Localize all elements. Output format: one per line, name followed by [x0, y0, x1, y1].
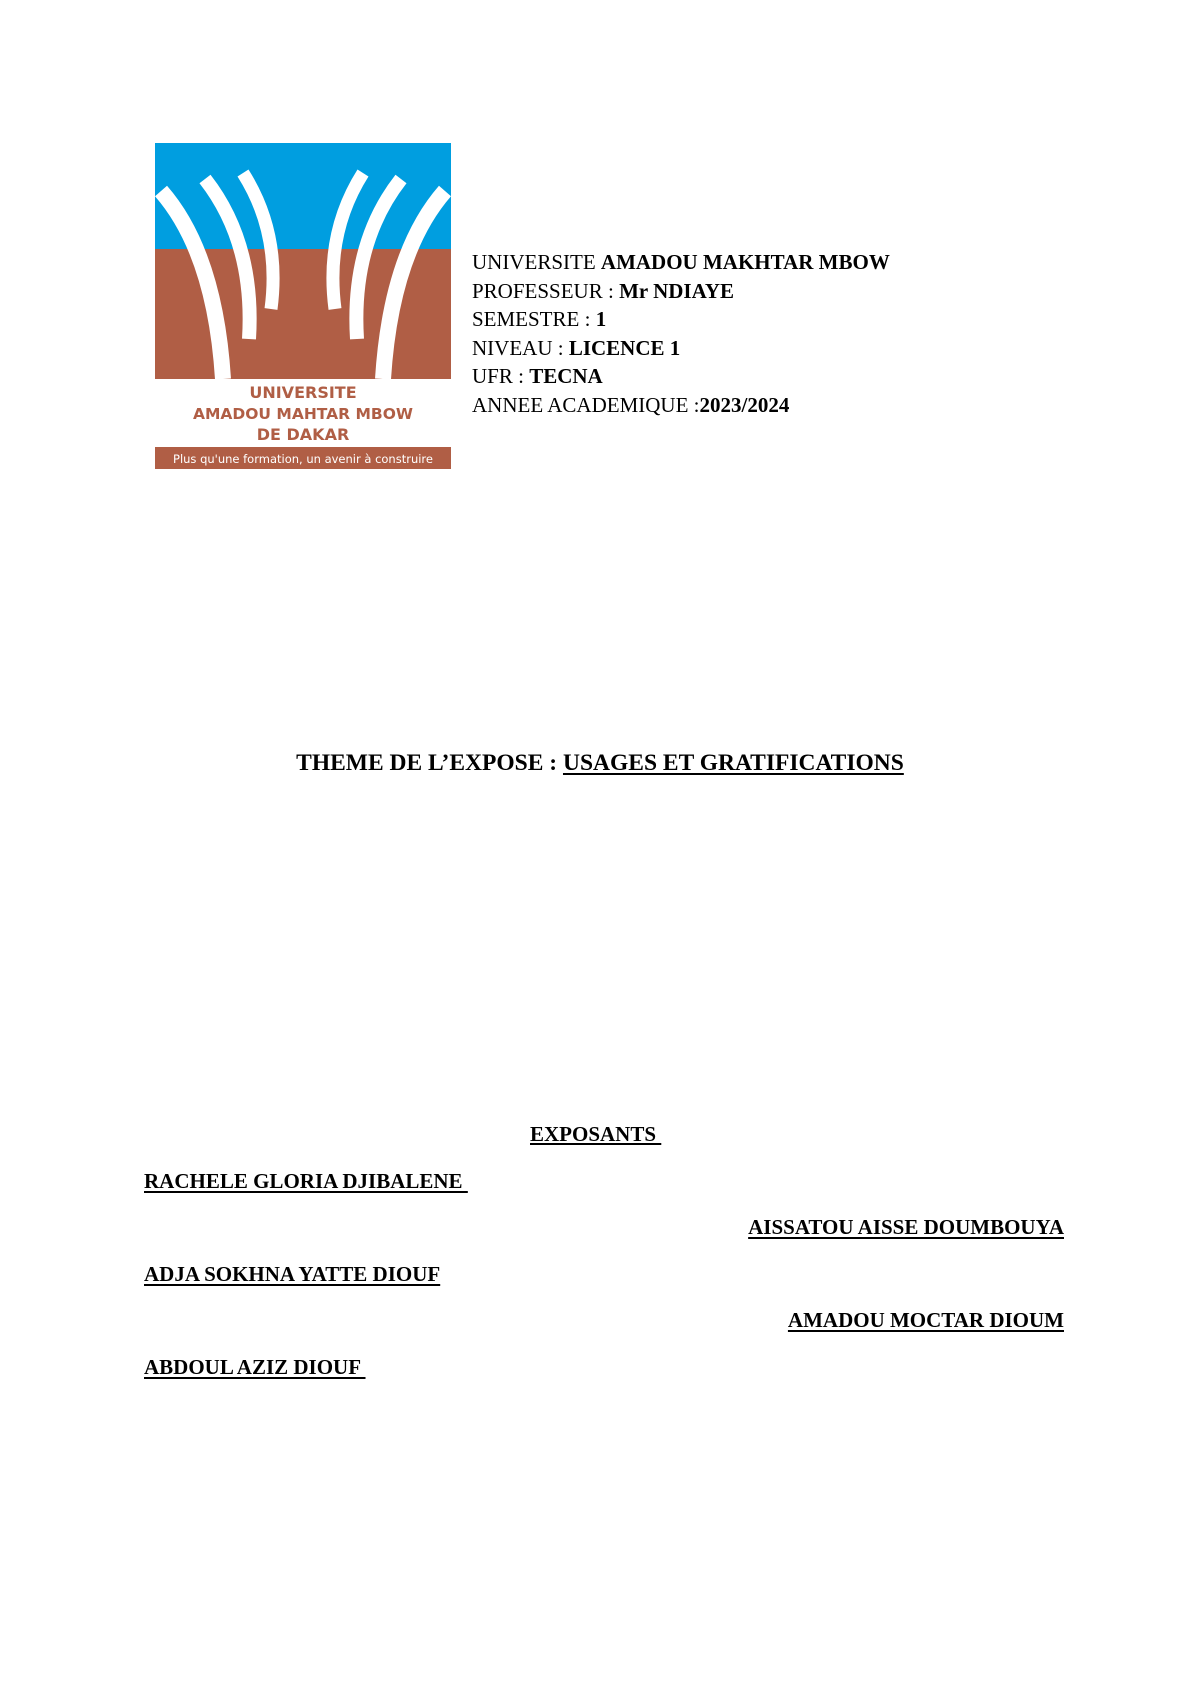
- info-annee-value: 2023/2024: [699, 392, 790, 417]
- info-niveau-value: LICENCE 1: [568, 335, 681, 360]
- logo-line-3: DE DAKAR: [256, 425, 350, 444]
- info-professeur-label: PROFESSEUR :: [472, 278, 620, 303]
- logo-sky-band: [155, 143, 451, 249]
- info-semestre-value: 1: [595, 307, 607, 331]
- info-annee-label: ANNEE ACADEMIQUE :: [472, 392, 700, 417]
- university-logo: [155, 143, 451, 469]
- info-universite-value: AMADOU MAKHTAR MBOW: [600, 250, 890, 274]
- theme-title: USAGES ET GRATIFICATIONS: [562, 750, 904, 776]
- info-annee: [472, 391, 890, 420]
- course-info: [472, 248, 890, 419]
- logo-line-2: AMADOU MAHTAR MBOW: [192, 405, 414, 423]
- exposant-2: AISSATOU AISSE DOUMBOUYA: [748, 1215, 1064, 1239]
- exposant-3: ADJA SOKHNA YATTE DIOUF: [144, 1262, 441, 1286]
- info-ufr-label: UFR :: [472, 364, 530, 388]
- info-professeur: [472, 277, 890, 306]
- exposant-1: RACHELE GLORIA DJIBALENE: [144, 1169, 468, 1193]
- exposant-4: AMADOU MOCTAR DIOUM: [787, 1308, 1064, 1332]
- logo-tagline: Plus qu'une formation, un avenir à construire: [173, 452, 433, 466]
- info-universite-label: UNIVERSITE: [472, 250, 601, 274]
- info-professeur-value: Mr NDIAYE: [619, 278, 734, 303]
- info-ufr-value: TECNA: [529, 364, 603, 388]
- logo-line-1: UNIVERSITE: [249, 383, 357, 402]
- info-ufr: [472, 362, 890, 391]
- info-universite: [472, 248, 890, 277]
- info-semestre: [472, 305, 890, 334]
- info-niveau-label: NIVEAU :: [472, 335, 569, 360]
- exposant-5: ABDOUL AZIZ DIOUF: [144, 1355, 366, 1379]
- exposants-heading: EXPOSANTS: [530, 1122, 662, 1146]
- info-semestre-label: SEMESTRE :: [472, 307, 596, 331]
- theme-label: THEME DE L’EXPOSE :: [296, 750, 563, 776]
- theme-heading: [0, 750, 1200, 777]
- info-niveau: [472, 334, 890, 363]
